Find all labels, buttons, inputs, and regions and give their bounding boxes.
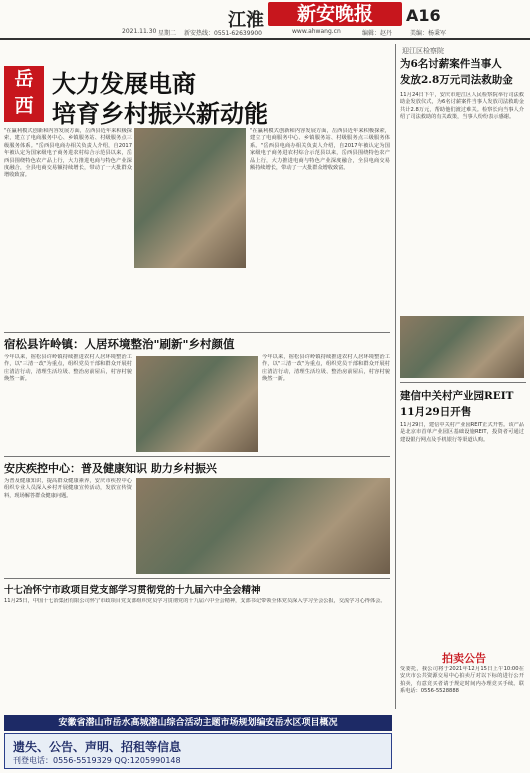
- story2-body-col2: 今年以来，宿松县许岭镇持续推进农村人居环境整治工作，以"三清一改"为重点，组织党员干部和群众开展村庄清洁行动，清理生活垃圾、整治房前屋后，村容村貌焕然一新。: [262, 354, 390, 383]
- right-mid-title-line1: 建信中关村产业园REIT: [400, 390, 514, 402]
- story3-title: 安庆疾控中心：普及健康知识 助力乡村振兴: [4, 462, 217, 475]
- classified-ad-phone: 刊登电话：0556-5519329 QQ:1205990148: [13, 756, 181, 765]
- lead-title-line2: 培育乡村振兴新动能: [52, 99, 268, 128]
- story2-title: 宿松县许岭镇：人居环境整治"刷新"乡村颜值: [4, 337, 235, 351]
- story3-body: 为普及健康知识，提高群众健康素养，安庆市疾控中心组织专业人员深入乡村开展健康宣传活动，发放宣传资料，现场解答群众健康问题。: [4, 478, 132, 499]
- auction-body: 受委托，我公司将于2021年12月15日上午10:00在安庆市公共资源交易中心拍卖厅对以下标的进行公开拍卖，有意竞买者请于规定时间内办理竞买手续。联系电话：0556-5528888: [400, 666, 524, 695]
- designer: 美编：杨秉军: [410, 30, 447, 37]
- county-badge: [4, 66, 44, 122]
- classified-ad-box: [4, 733, 392, 769]
- lead-title-line1: 大力发展电商: [52, 69, 196, 98]
- issue-weekday: 星期二: [158, 30, 177, 37]
- lead-photo: [134, 128, 246, 268]
- page-number: A16: [406, 6, 441, 25]
- lead-body-col1: "在赢利模式创新和内容发展方面，岳西县近年来积极探索，建立了电商服务中心、乡镇服务站、村级服务点三级服务体系。"岳西县电商办相关负责人介绍，自2017年被认定为国家级电子商务进农村综合示范县以来，岳西县围绕特色农产品上行，大力推进电商与特色产业深度融合，全县电商交易额持续增长，带动了一大批群众增收致富。: [4, 128, 132, 179]
- story3-photo: [136, 478, 390, 574]
- section-divider: [4, 456, 390, 457]
- column-divider: [395, 44, 396, 709]
- right-mid-title-line2: 11月29日开售: [400, 406, 472, 418]
- right-top-photo: [400, 316, 524, 378]
- lead-body-col2: "在赢利模式创新和内容发展方面，岳西县近年来积极探索，建立了电商服务中心、乡镇服务站、村级服务点三级服务体系。"岳西县电商办相关负责人介绍，自2017年被认定为国家级电子商务进农村综合示范县以来，岳西县围绕特色农产品上行，大力推进电商与特色产业深度融合，全县电商交易额持续增长，带动了一大批群众增收致富。: [250, 128, 390, 172]
- project-notice-banner: 安徽省潜山市岳水高城潜山综合活动主题市场规划编安岳水区项目概况: [4, 715, 392, 731]
- section-divider: [4, 578, 390, 579]
- story4-body: 11月25日，中国十七冶集团有限公司怀宁市政项目党支部组织党员学习贯彻党的十九届六中全会精神，支部书记带领全体党员深入学习全会公报，交流学习心得体会。: [4, 598, 386, 604]
- right-top-title-line2: 发放2.8万元司法救助金: [400, 74, 513, 86]
- issue-date: 2021.11.30: [122, 28, 157, 35]
- masthead-meta: [0, 28, 530, 38]
- masthead-rule: [0, 38, 530, 40]
- classified-ad-title: 遗失、公告、声明、招租等信息: [13, 740, 182, 754]
- right-top-tag: 迎江区检察院: [402, 47, 444, 55]
- right-mid-body: 11月29日，建信中关村产业园REIT正式开售。该产品是北京市首单产业园区基础设施REIT，投资者可通过建设银行网点及手机银行等渠道认购。: [400, 422, 524, 443]
- newspaper-logo: 新安晚报: [268, 2, 402, 26]
- right-top-title-line1: 为6名讨薪案件当事人: [400, 58, 502, 70]
- website: www.ahwang.cn: [292, 28, 341, 35]
- right-top-body: 11月24日下午，安庆市迎江区人民检察院举行司法救助金发放仪式，为6名讨薪案件当事人发放司法救助金共计2.8万元，帮助他们渡过难关。检察长向当事人介绍了司法救助的有关政策，当事人纷纷表示感谢。: [400, 92, 524, 121]
- story2-photo: [136, 356, 258, 452]
- hotline: 新安热线：0551-62639900: [184, 30, 262, 37]
- section-divider: [400, 382, 526, 383]
- editor: 编辑：赵丹: [362, 30, 393, 37]
- badge-char: 西: [14, 95, 34, 117]
- story4-title: 十七冶怀宁市政项目党支部学习贯彻党的十九届六中全会精神: [4, 585, 261, 596]
- story2-body-col1: 今年以来，宿松县许岭镇持续推进农村人居环境整治工作，以"三清一改"为重点，组织党员干部和群众开展村庄清洁行动，清理生活垃圾、整治房前屋后，村容村貌焕然一新。: [4, 354, 132, 383]
- section-divider: [4, 332, 390, 333]
- badge-char: 岳: [14, 68, 34, 90]
- masthead-region: 江淮: [228, 10, 264, 31]
- auction-title: 拍卖公告: [442, 652, 486, 665]
